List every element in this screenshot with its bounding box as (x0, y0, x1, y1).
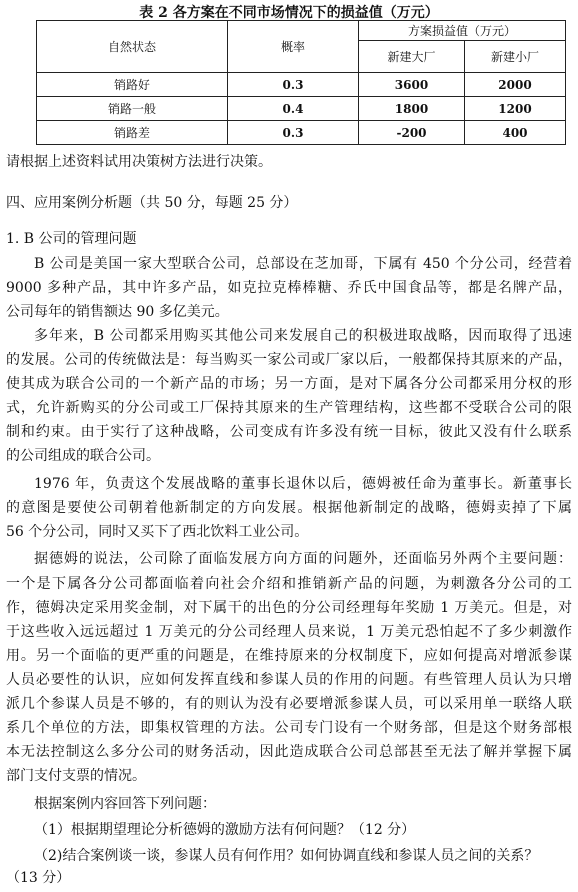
question-1: （1）根据期望理论分析德姆的激励方法有何问题？（12 分） (34, 822, 416, 838)
paragraph-line: 人员必要性的认识，应如何发挥直线和参谋人员的作用的问题。有些管理人员认为只增 (6, 672, 572, 688)
cell-opt1: -200 (359, 121, 465, 145)
header-option-small: 新建小厂 (465, 41, 566, 73)
paragraph-line: B 公司是美国一家大型联合公司，总部设在芝加哥，下属有 450 个分公司，经营着 (34, 256, 572, 272)
paragraph-line: 于这些收入远远超过 1 万美元的分公司经理人员来说，1 万美元恐怕起不了多少刺激作 (6, 624, 572, 640)
paragraph-line: 56 个分公司，同时又买下了西北饮料工业公司。 (6, 524, 309, 540)
paragraph-line: 的意图是要使公司朝着他新制定的方向发展。根据他新制定的战略，德姆卖掉了下属 (6, 500, 572, 516)
cell-opt1: 1800 (359, 97, 465, 121)
paragraph-line: 作，德姆决定采用奖金制，对下属干的出色的分公司经理每年奖励 1 万美元。但是，对 (6, 600, 572, 616)
paragraph-line: 系几个单位的方法，即集权管理的方法。公司专门设有一个财务部，但是这个财务部根 (6, 720, 572, 736)
paragraph-line: 式，允许新购买的分公司或工厂保持其原来的生产管理结构，这些都不受联合公司的限 (6, 400, 572, 416)
paragraph-line: 本无法控制这么多分公司的财务活动，因此造成联合公司总部甚至无法了解并掌握下属 (6, 744, 572, 760)
paragraph-line: 用。另一个面临的更严重的问题是，在维持原来的分权制度下，应如何提高对增派参谋 (6, 648, 572, 664)
paragraph-line: 多年来，B 公司都采用购买其他公司来发展自己的积极进取战略，因而取得了迅速 (34, 328, 572, 344)
paragraph-line: 使其成为联合公司的一个新产品的市场；另一方面，是对下属各分公司都采用分权的形 (6, 376, 572, 392)
table-row (37, 97, 566, 121)
header-state: 自然状态 (37, 21, 228, 73)
header-payoff-group: 方案损益值（万元） (359, 21, 566, 41)
question-2: （2)结合案例谈一谈，参谋人员有何作用？如何协调直线和参谋人员之间的关系？ (34, 848, 539, 864)
paragraph-line: 一个是下属各分公司都面临着向社会介绍和推销新产品的问题，为刺激各分公司的工 (6, 576, 572, 592)
cell-prob: 0.3 (228, 121, 359, 145)
cell-opt2: 2000 (465, 73, 566, 97)
paragraph-line: 派几个参谋人员是不够的，有的则认为没有必要增派参谋人员，可以采用单一联络人联 (6, 696, 572, 712)
paragraph-line: 据德姆的说法，公司除了面临发展方向方面的问题外，还面临另外两个主要问题： (34, 551, 572, 567)
cell-prob: 0.4 (228, 97, 359, 121)
cell-state: 销路好 (37, 73, 228, 97)
case-title: 1. B 公司的管理问题 (6, 231, 137, 247)
section-heading: 四、应用案例分析题（共 50 分，每题 25 分） (6, 195, 298, 211)
paragraph-line: 1976 年，负责这个发展战略的董事长退休以后，德姆被任命为董事长。新董事长 (34, 476, 572, 492)
cell-state: 销路差 (37, 121, 228, 145)
paragraph-line: 9000 多种产品，其中许多产品，如克拉克棒棒糖、乔氏中国食品等，都是名牌产品， (6, 280, 572, 296)
paragraph-line: 制和约束。由于实行了这种战略，公司变成有许多没有统一目标，彼此又没有什么联系 (6, 424, 572, 440)
table-row (37, 121, 566, 145)
cell-state: 销路一般 (37, 97, 228, 121)
payoff-table (36, 20, 566, 145)
paragraph-line: 部门支付支票的情况。 (6, 768, 146, 784)
cell-prob: 0.3 (228, 73, 359, 97)
question-2-points: （13 分） (6, 870, 71, 886)
instruction-text: 请根据上述资料试用决策树方法进行决策。 (6, 154, 272, 170)
cell-opt2: 400 (465, 121, 566, 145)
paragraph-line: 的发展。公司的传统做法是：每当购买一家公司或厂家以后，一般都保持其原来的产品， (6, 352, 572, 368)
question-prompt: 根据案例内容回答下列问题： (34, 796, 216, 812)
cell-opt1: 3600 (359, 73, 465, 97)
cell-opt2: 1200 (465, 97, 566, 121)
header-probability: 概率 (228, 21, 359, 73)
header-option-large: 新建大厂 (359, 41, 465, 73)
paragraph-line: 公司每年的销售额达 90 多亿美元。 (6, 304, 229, 320)
table-caption: 表 2 各方案在不同市场情况下的损益值（万元） (139, 5, 439, 21)
table-row (37, 73, 566, 97)
paragraph-line: 的公司组成的联合公司。 (6, 448, 160, 464)
